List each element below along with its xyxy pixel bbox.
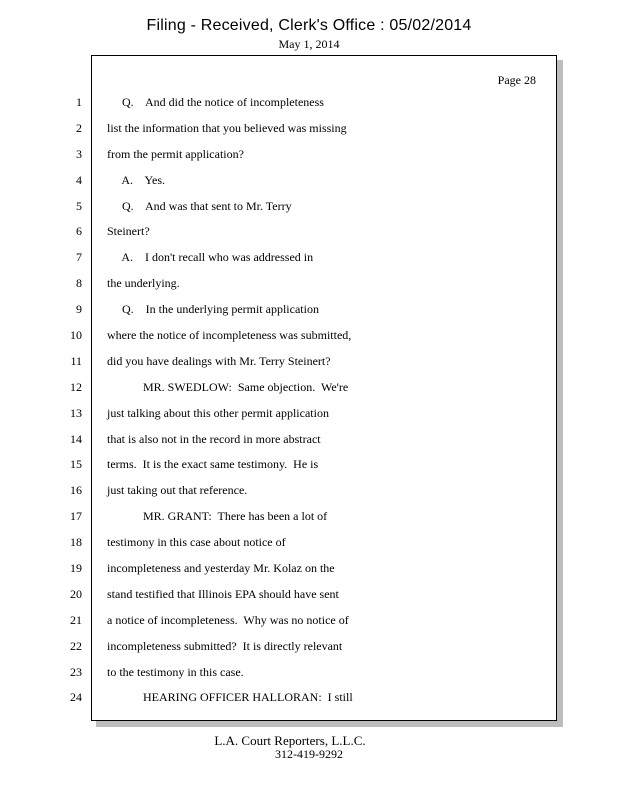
line-number: 5 <box>76 198 82 213</box>
court-reporter-name: L.A. Court Reporters, L.L.C. <box>214 733 366 748</box>
transcript-line: A. I don't recall who was addressed in <box>107 250 314 265</box>
page-number: Page 28 <box>497 73 536 87</box>
line-number: 20 <box>70 586 82 601</box>
transcript-line: terms. It is the exact same testimony. He is <box>107 457 319 472</box>
document-date: May 1, 2014 <box>278 37 340 51</box>
line-number: 19 <box>70 561 82 576</box>
transcript-line: MR. GRANT: There has been a lot of <box>107 509 328 524</box>
line-number: 17 <box>70 509 82 524</box>
line-number: 1 <box>76 95 82 109</box>
transcript-line: MR. SWEDLOW: Same objection. We're <box>107 379 349 394</box>
line-number: 7 <box>76 250 82 265</box>
line-number: 4 <box>76 172 82 187</box>
transcript-line: Q. And was that sent to Mr. Terry <box>107 198 292 213</box>
transcript-line: stand testified that Illinois EPA should have sent <box>107 586 339 601</box>
line-number: 21 <box>70 612 82 627</box>
transcript-line: incompleteness and yesterday Mr. Kolaz on the <box>107 561 335 576</box>
line-number: 10 <box>70 328 82 343</box>
transcript-line: that is also not in the record in more abstract <box>107 431 321 446</box>
transcript-line: testimony in this case about notice of <box>107 535 286 550</box>
line-number: 2 <box>76 120 82 135</box>
line-number: 13 <box>70 405 82 420</box>
line-number: 8 <box>76 276 82 291</box>
transcript-line: Q. In the underlying permit application <box>107 302 319 317</box>
transcript-text-column <box>107 90 547 711</box>
line-number: 23 <box>70 664 82 679</box>
transcript-line: incompleteness submitted? It is directly relevant <box>107 638 343 653</box>
filing-stamp: Filing - Received, Clerk's Office : 05/02/2014 <box>146 17 472 34</box>
line-number: 9 <box>76 302 82 317</box>
transcript-line: just talking about this other permit application <box>107 405 329 420</box>
transcript-line: HEARING OFFICER HALLORAN: I still <box>107 690 353 705</box>
line-number: 24 <box>70 690 82 705</box>
line-number: 12 <box>70 379 82 394</box>
line-number: 18 <box>70 535 82 550</box>
transcript-line: A. Yes. <box>107 172 166 187</box>
line-number: 11 <box>70 353 82 368</box>
transcript-line: from the permit application? <box>107 146 244 161</box>
line-number: 6 <box>76 224 82 239</box>
line-number: 3 <box>76 146 82 161</box>
line-number: 22 <box>70 638 82 653</box>
transcript-line: to the testimony in this case. <box>107 664 244 679</box>
line-number: 14 <box>70 431 82 446</box>
transcript-line: Steinert? <box>107 224 150 239</box>
line-number: 16 <box>70 483 82 498</box>
line-number: 15 <box>70 457 82 472</box>
transcript-line: where the notice of incompleteness was submitted, <box>107 328 352 343</box>
transcript-line: Q. And did the notice of incompleteness <box>107 95 324 109</box>
line-number-column <box>58 90 82 711</box>
transcript-line: a notice of incompleteness. Why was no notice of <box>107 612 349 627</box>
transcript-line: list the information that you believed was missing <box>107 120 347 135</box>
transcript-line: the underlying. <box>107 276 180 291</box>
transcript-line: did you have dealings with Mr. Terry Steinert? <box>107 353 331 368</box>
transcript-line: just taking out that reference. <box>107 483 248 498</box>
court-reporter-phone: 312-419-9292 <box>275 747 343 761</box>
